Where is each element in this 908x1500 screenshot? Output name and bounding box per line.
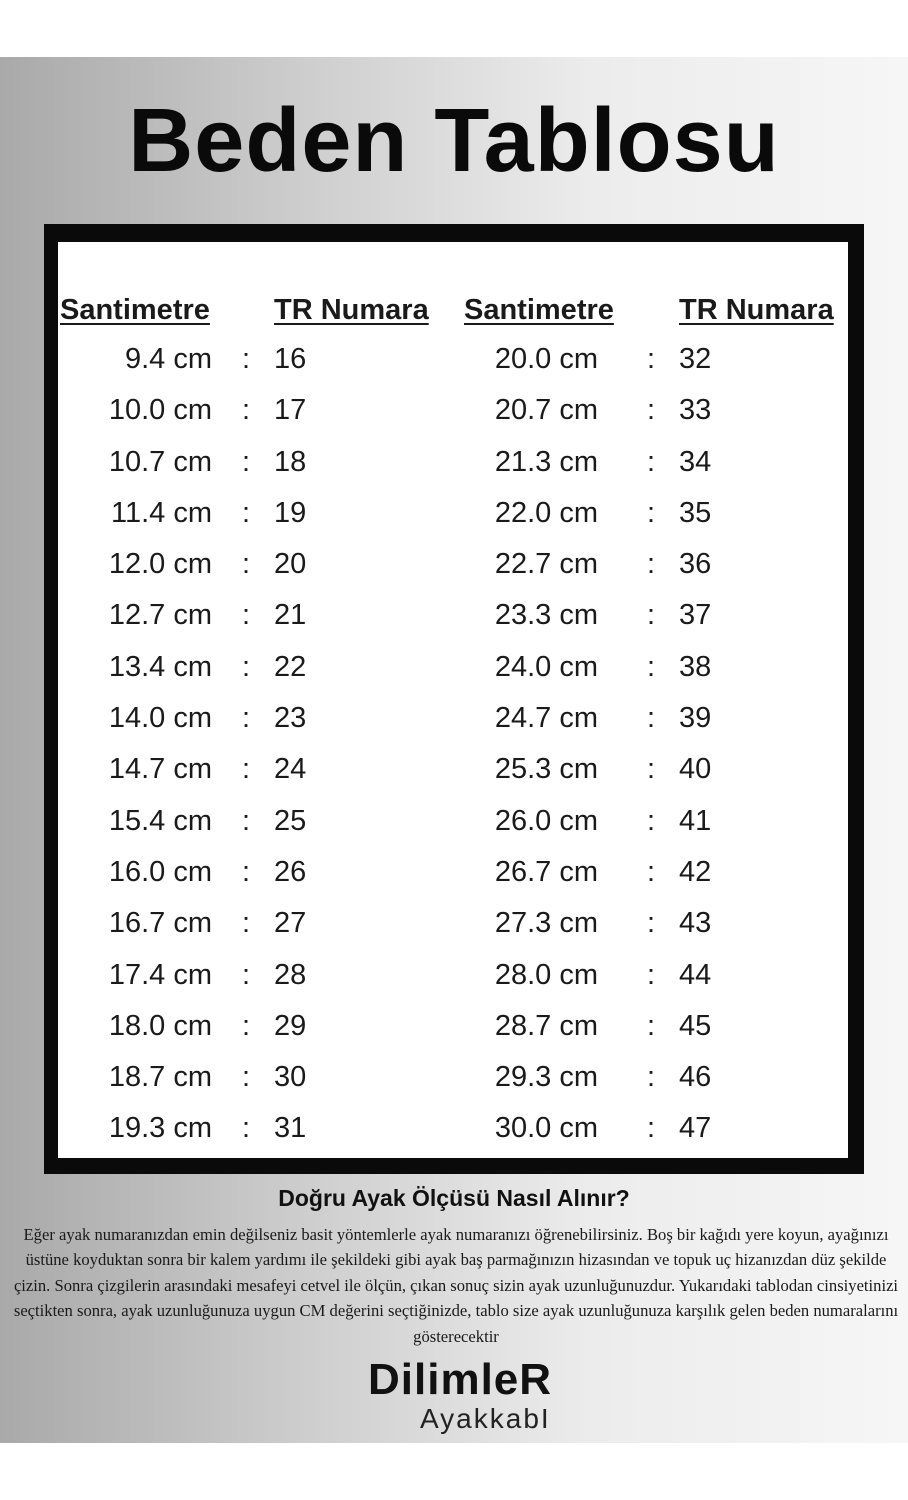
separator-left: : [242, 907, 251, 940]
separator-right: : [647, 855, 656, 888]
cm-right: 30.0 cm [494, 1112, 598, 1145]
header-santimetre-left: Santimetre [60, 294, 210, 326]
cm-left: 10.0 cm [108, 394, 212, 427]
cm-right: 26.7 cm [494, 855, 598, 888]
cm-left: 14.7 cm [108, 753, 212, 786]
separator-left: : [242, 343, 251, 375]
cm-left: 13.4 cm [108, 650, 212, 683]
cm-right: 28.0 cm [494, 958, 598, 991]
separator-right: : [647, 343, 656, 375]
brand-logo [360, 1352, 560, 1442]
separator-left: : [242, 702, 251, 735]
size-table-rows [58, 334, 848, 1155]
separator-right: : [647, 1009, 656, 1042]
table-row [58, 488, 848, 539]
tr-left: 25 [274, 804, 307, 837]
separator-left: : [242, 650, 251, 683]
tr-right: 32 [679, 343, 712, 375]
table-row [58, 1103, 848, 1154]
separator-left: : [242, 958, 251, 991]
tr-left: 21 [274, 599, 307, 632]
guide-heading: Doğru Ayak Ölçüsü Nasıl Alınır? [278, 1185, 630, 1211]
separator-left: : [242, 1112, 251, 1145]
table-row [58, 847, 848, 898]
separator-right: : [647, 394, 656, 427]
separator-left: : [242, 855, 251, 888]
tr-right: 46 [679, 1061, 712, 1094]
separator-right: : [647, 548, 656, 581]
separator-right: : [647, 599, 656, 632]
tr-left: 18 [274, 445, 307, 478]
separator-right: : [647, 496, 656, 529]
cm-right: 21.3 cm [494, 445, 598, 478]
separator-right: : [647, 1061, 656, 1094]
table-row [58, 539, 848, 590]
table-row [58, 642, 848, 693]
table-row [58, 1052, 848, 1103]
separator-right: : [647, 445, 656, 478]
separator-left: : [242, 753, 251, 786]
separator-left: : [242, 804, 251, 837]
tr-right: 40 [679, 753, 712, 786]
cm-right: 28.7 cm [494, 1009, 598, 1042]
table-row [58, 334, 848, 385]
tr-left: 28 [274, 958, 307, 991]
cm-left: 16.7 cm [108, 907, 212, 940]
separator-right: : [647, 804, 656, 837]
cm-left: 11.4 cm [110, 496, 212, 529]
cm-left: 14.0 cm [108, 702, 212, 735]
separator-left: : [242, 496, 251, 529]
cm-right: 20.0 cm [494, 343, 598, 375]
cm-right: 27.3 cm [494, 907, 598, 940]
table-row [58, 950, 848, 1001]
page-title: Beden Tablosu [128, 91, 780, 191]
separator-left: : [242, 548, 251, 581]
tr-right: 47 [679, 1112, 712, 1145]
table-row [58, 898, 848, 949]
tr-left: 26 [274, 855, 307, 888]
separator-right: : [647, 650, 656, 683]
cm-right: 22.0 cm [494, 496, 598, 529]
header-tr-numara-right: TR Numara [679, 294, 834, 326]
tr-right: 34 [679, 445, 712, 478]
separator-left: : [242, 599, 251, 632]
cm-left: 19.3 cm [108, 1112, 212, 1145]
table-row [58, 437, 848, 488]
tr-right: 37 [679, 599, 712, 632]
cm-left: 18.0 cm [108, 1009, 212, 1042]
tr-left: 24 [274, 753, 307, 786]
cm-left: 10.7 cm [108, 445, 212, 478]
tr-left: 22 [274, 650, 307, 683]
tr-left: 20 [274, 548, 307, 581]
tr-left: 23 [274, 702, 307, 735]
tr-right: 39 [679, 702, 712, 735]
separator-right: : [647, 702, 656, 735]
tr-right: 44 [679, 958, 712, 991]
tr-right: 38 [679, 650, 712, 683]
cm-right: 22.7 cm [494, 548, 598, 581]
header-tr-numara-left: TR Numara [274, 294, 429, 326]
table-row [58, 1001, 848, 1052]
table-row [58, 744, 848, 795]
size-table-frame [44, 224, 864, 1174]
cm-left: 16.0 cm [108, 855, 212, 888]
cm-right: 23.3 cm [494, 599, 598, 632]
tr-right: 33 [679, 394, 712, 427]
cm-left: 12.0 cm [108, 548, 212, 581]
cm-right: 29.3 cm [494, 1061, 598, 1094]
tr-left: 19 [274, 496, 307, 529]
tr-right: 35 [679, 496, 712, 529]
guide-text: Eğer ayak numaranızdan emin değilseniz basit yöntemlerle ayak numaranızı öğrenebilirsiniz. Boş bir kağıdı yere koyun, ayağınızı üstüne koyduktan sonra bir kalem yardımı ile şekildeki gibi ayak baş parmağınızın hizasından ve topuk uç hizanızdan düz şekilde çizin. Sonra çizgilerin arasındaki mesafeyi cetvel ile ölçün, çıkan sonuç sizin ayak uzunluğunuzdur. Yukarıdaki tablodan cinsiyetinizi seçtikten sonra, ayak uzunluğunuza uygun CM değerini seçtiğinizde, tablo size ayak uzunluğunuza karşılık gelen beden numaralarını gösterecektir [13, 1225, 899, 1346]
brand-subtitle: AyakkabI [420, 1403, 551, 1434]
tr-right: 45 [679, 1009, 712, 1042]
table-row [58, 693, 848, 744]
tr-left: 16 [274, 343, 307, 375]
cm-left: 17.4 cm [108, 958, 212, 991]
cm-left: 18.7 cm [108, 1061, 212, 1094]
tr-right: 43 [679, 907, 712, 940]
separator-right: : [647, 907, 656, 940]
separator-right: : [647, 958, 656, 991]
tr-left: 17 [274, 394, 307, 427]
cm-left: 15.4 cm [108, 804, 212, 837]
cm-left: 9.4 cm [124, 343, 212, 375]
tr-right: 36 [679, 548, 712, 581]
cm-right: 20.7 cm [494, 394, 598, 427]
header-santimetre-right: Santimetre [464, 294, 614, 326]
table-row [58, 796, 848, 847]
cm-right: 25.3 cm [494, 753, 598, 786]
separator-right: : [647, 753, 656, 786]
brand-name: DilimleR [368, 1355, 553, 1404]
cm-right: 24.0 cm [494, 650, 598, 683]
tr-left: 29 [274, 1009, 307, 1042]
tr-right: 41 [679, 804, 712, 837]
size-table [58, 242, 848, 1158]
table-row [58, 385, 848, 436]
tr-right: 42 [679, 855, 712, 888]
separator-left: : [242, 445, 251, 478]
cm-right: 24.7 cm [494, 702, 598, 735]
separator-left: : [242, 1061, 251, 1094]
tr-left: 31 [274, 1112, 307, 1145]
cm-right: 26.0 cm [494, 804, 598, 837]
tr-left: 30 [274, 1061, 307, 1094]
separator-right: : [647, 1112, 656, 1145]
separator-left: : [242, 394, 251, 427]
separator-left: : [242, 1009, 251, 1042]
table-row [58, 590, 848, 641]
cm-left: 12.7 cm [108, 599, 212, 632]
tr-left: 27 [274, 907, 307, 940]
